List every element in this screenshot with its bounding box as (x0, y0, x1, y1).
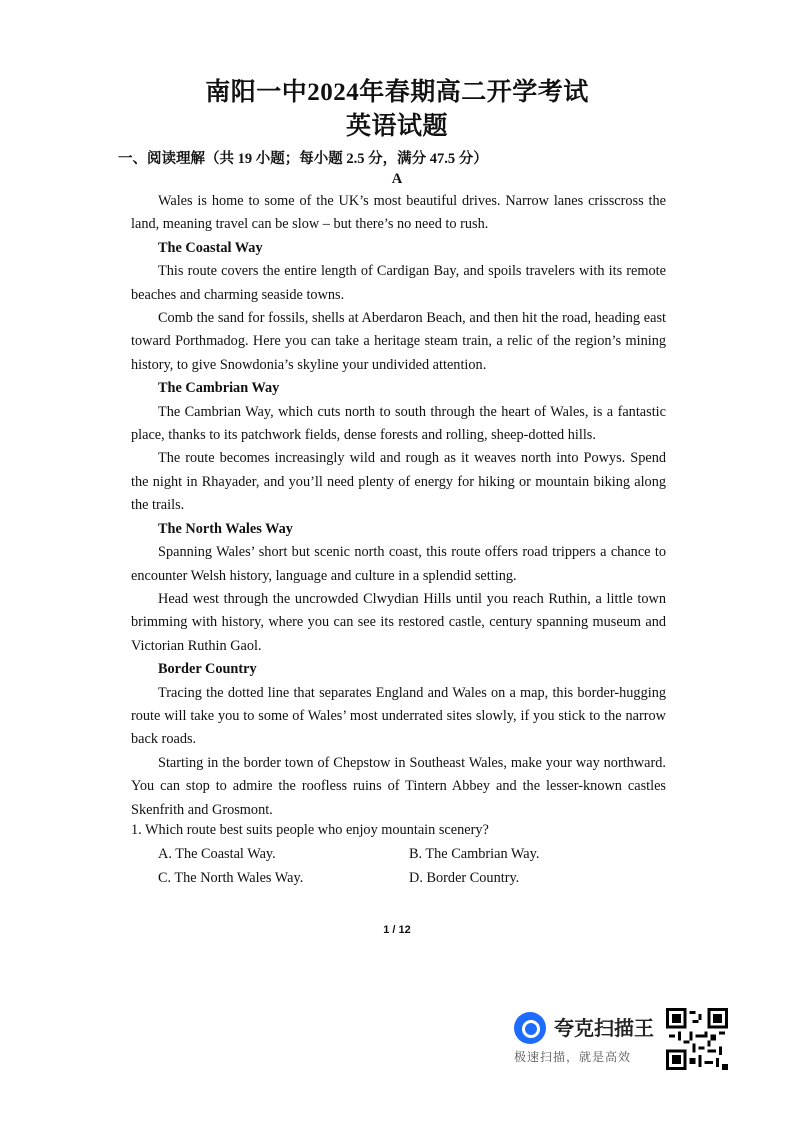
route-paragraph: Starting in the border town of Chepstow in Southeast Wales, make your way northward. You can stop to admire the roofless ruins of Tintern Abbey and the lesser-known castles Skenfrith and Grosmont. (131, 754, 666, 818)
route-paragraph: Head west through the uncrowded Clwydian Hills until you reach Ruthin, a little town brimming with history, where you can see its restored castle, century spanning museum and Victorian Ruthin Gaol. (131, 590, 666, 654)
option-b: B. The Cambrian Way. (409, 846, 540, 862)
route-paragraph: This route covers the entire length of Cardigan Bay, and spoils travelers with its remote beaches and charming seaside towns. (131, 263, 666, 303)
route-heading: The Cambrian Way (158, 380, 280, 397)
quark-logo-icon (514, 1012, 546, 1044)
option-d: D. Border Country. (409, 870, 520, 886)
route-paragraph: Tracing the dotted line that separates England and Wales on a map, this border-hugging route will take you to some of Wales’ most underrated sites slowly, if you stick to the narrow back roads. (131, 684, 666, 748)
watermark-app-name: 夸克扫描王 (554, 1016, 654, 1040)
option-a: A. The Coastal Way. (158, 846, 276, 862)
passage-intro: Wales is home to some of the UK’s most beautiful drives. Narrow lanes crisscross the land, meaning travel can be slow – but there’s no need to rush. (131, 193, 666, 233)
route-paragraph: Comb the sand for fossils, shells at Aberdaron Beach, and then hit the road, heading east toward Porthmadog. Here you can take a heritage steam train, a relic of the region’s mining history, to give Snowdonia’s skyline your undivided attention. (131, 310, 666, 373)
route-paragraph: The Cambrian Way, which cuts north to south through the heart of Wales, is a fantastic place, thanks to its patchwork fields, dense forests and rolling, sheep-dotted hills. (131, 403, 666, 444)
section-heading: 一、阅读理解（共 19 小题；每小题 2.5 分，满分 47.5 分） (118, 151, 488, 167)
passage-body (131, 190, 666, 822)
question-stem: 1. Which route best suits people who enjoy mountain scenery? (131, 822, 489, 838)
exam-title: 南阳一中2024年春期高二开学考试 (205, 79, 589, 106)
route-heading: Border Country (158, 661, 257, 678)
qr-code-icon (666, 1008, 728, 1070)
scanner-watermark (514, 1008, 744, 1070)
option-c: C. The North Wales Way. (158, 870, 304, 886)
route-heading: The Coastal Way (158, 239, 263, 256)
page-number: 1 / 12 (383, 924, 411, 936)
exam-subtitle: 英语试题 (345, 113, 448, 140)
route-heading: The North Wales Way (158, 520, 293, 537)
route-paragraph: The route becomes increasingly wild and rough as it weaves north into Powys. Spend the night in Rhayader, and you’ll need plenty of energy for hiking or mountain biking along the trails. (131, 450, 666, 514)
route-paragraph: Spanning Wales’ short but scenic north coast, this route offers road trippers a chance to encounter Welsh history, language and culture in a splendid setting. (131, 544, 666, 584)
passage-label: A (391, 171, 403, 187)
watermark-slogan: 极速扫描，就是高效 (514, 1050, 632, 1064)
